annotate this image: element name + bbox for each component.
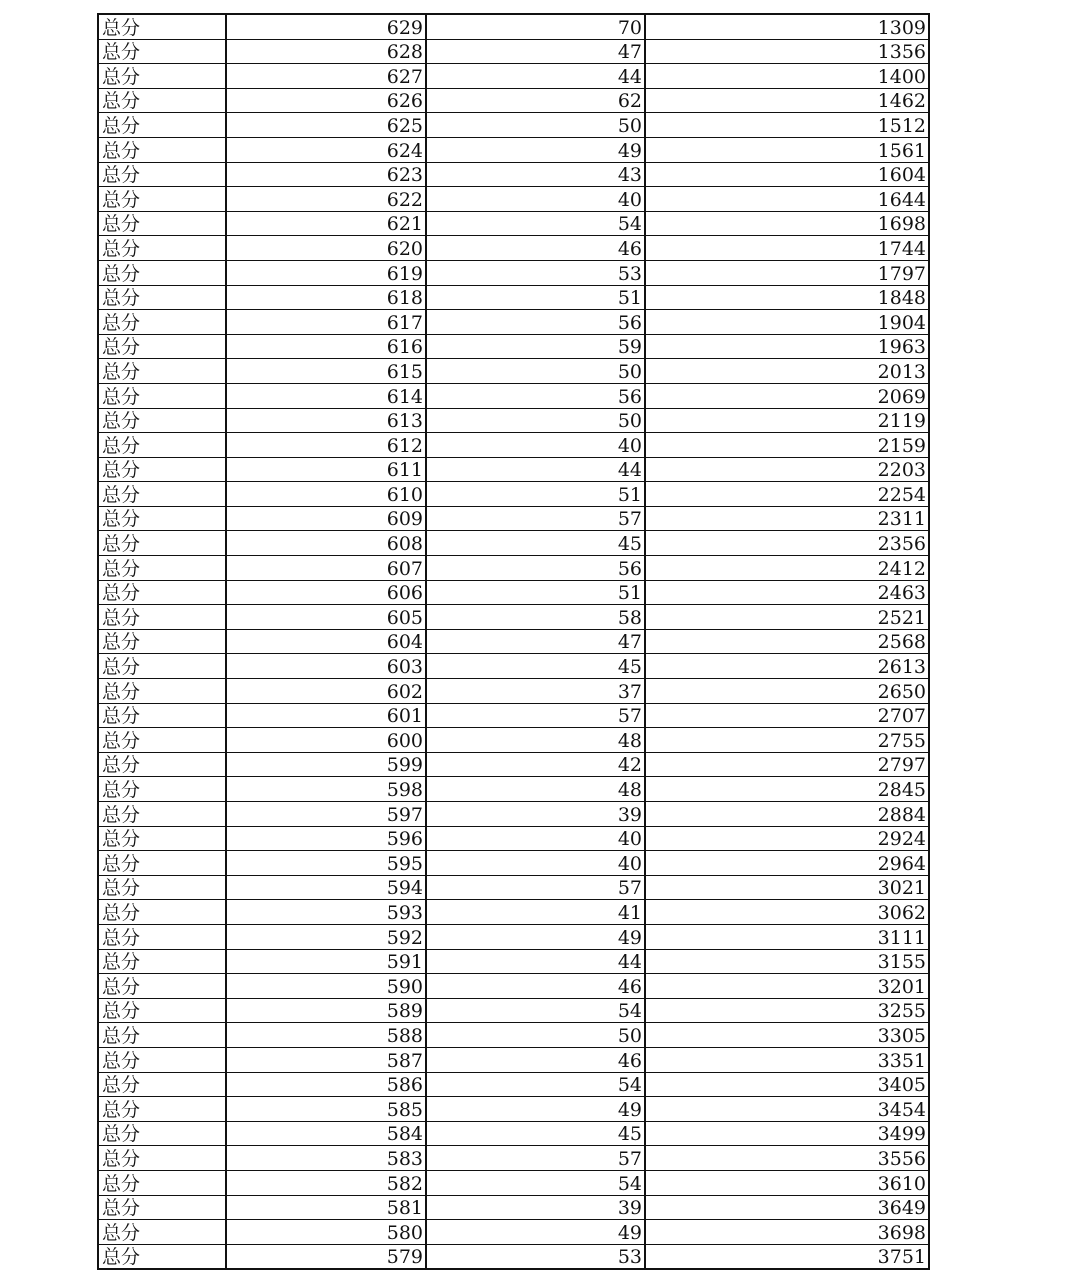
- count-cell: 50: [426, 1023, 645, 1048]
- score-cell: 622: [226, 187, 426, 212]
- cumulative-count-cell: 3111: [645, 924, 929, 949]
- cumulative-count-cell: 3499: [645, 1121, 929, 1146]
- subject-label-cell: 总分: [98, 556, 226, 581]
- cumulative-count-cell: 2412: [645, 556, 929, 581]
- score-cell: 616: [226, 334, 426, 359]
- score-cell: 582: [226, 1170, 426, 1195]
- count-cell: 57: [426, 1146, 645, 1171]
- score-cell: 594: [226, 875, 426, 900]
- score-cell: 598: [226, 777, 426, 802]
- subject-label-cell: 总分: [98, 580, 226, 605]
- cumulative-count-cell: 3201: [645, 974, 929, 999]
- subject-label-cell: 总分: [98, 113, 226, 138]
- table-row: [98, 1244, 929, 1269]
- count-cell: 51: [426, 482, 645, 507]
- count-cell: 39: [426, 802, 645, 827]
- table-row: [98, 703, 929, 728]
- cumulative-count-cell: 1512: [645, 113, 929, 138]
- count-cell: 49: [426, 1097, 645, 1122]
- score-cell: 593: [226, 900, 426, 925]
- score-cell: 617: [226, 310, 426, 335]
- subject-label-cell: 总分: [98, 39, 226, 64]
- table-row: [98, 1047, 929, 1072]
- table-row: [98, 383, 929, 408]
- cumulative-count-cell: 2203: [645, 457, 929, 482]
- score-cell: 586: [226, 1072, 426, 1097]
- cumulative-count-cell: 2707: [645, 703, 929, 728]
- score-cell: 600: [226, 728, 426, 753]
- score-cell: 603: [226, 654, 426, 679]
- count-cell: 48: [426, 777, 645, 802]
- subject-label-cell: 总分: [98, 1220, 226, 1245]
- subject-label-cell: 总分: [98, 408, 226, 433]
- table-row: [98, 1072, 929, 1097]
- subject-label-cell: 总分: [98, 703, 226, 728]
- cumulative-count-cell: 2924: [645, 826, 929, 851]
- count-cell: 54: [426, 998, 645, 1023]
- cumulative-count-cell: 2650: [645, 679, 929, 704]
- table-row: [98, 88, 929, 113]
- table-row: [98, 408, 929, 433]
- subject-label-cell: 总分: [98, 1023, 226, 1048]
- cumulative-count-cell: 1400: [645, 64, 929, 89]
- cumulative-count-cell: 3698: [645, 1220, 929, 1245]
- score-cell: 592: [226, 924, 426, 949]
- subject-label-cell: 总分: [98, 679, 226, 704]
- table-row: [98, 777, 929, 802]
- count-cell: 54: [426, 1072, 645, 1097]
- subject-label-cell: 总分: [98, 1047, 226, 1072]
- score-cell: 625: [226, 113, 426, 138]
- cumulative-count-cell: 1797: [645, 260, 929, 285]
- subject-label-cell: 总分: [98, 605, 226, 630]
- subject-label-cell: 总分: [98, 137, 226, 162]
- count-cell: 48: [426, 728, 645, 753]
- score-cell: 620: [226, 236, 426, 261]
- score-cell: 596: [226, 826, 426, 851]
- subject-label-cell: 总分: [98, 310, 226, 335]
- cumulative-count-cell: 2013: [645, 359, 929, 384]
- table-row: [98, 826, 929, 851]
- subject-label-cell: 总分: [98, 187, 226, 212]
- subject-label-cell: 总分: [98, 64, 226, 89]
- subject-label-cell: 总分: [98, 875, 226, 900]
- cumulative-count-cell: 1462: [645, 88, 929, 113]
- table-row: [98, 752, 929, 777]
- table-row: [98, 629, 929, 654]
- subject-label-cell: 总分: [98, 383, 226, 408]
- cumulative-count-cell: 1904: [645, 310, 929, 335]
- score-cell: 595: [226, 851, 426, 876]
- count-cell: 49: [426, 924, 645, 949]
- subject-label-cell: 总分: [98, 506, 226, 531]
- count-cell: 44: [426, 64, 645, 89]
- cumulative-count-cell: 3649: [645, 1195, 929, 1220]
- table-row: [98, 998, 929, 1023]
- subject-label-cell: 总分: [98, 236, 226, 261]
- score-cell: 612: [226, 433, 426, 458]
- subject-label-cell: 总分: [98, 728, 226, 753]
- count-cell: 45: [426, 1121, 645, 1146]
- score-cell: 619: [226, 260, 426, 285]
- table-row: [98, 506, 929, 531]
- count-cell: 37: [426, 679, 645, 704]
- score-cell: 597: [226, 802, 426, 827]
- cumulative-count-cell: 3062: [645, 900, 929, 925]
- table-row: [98, 556, 929, 581]
- subject-label-cell: 总分: [98, 531, 226, 556]
- count-cell: 57: [426, 875, 645, 900]
- table-row: [98, 334, 929, 359]
- table-row: [98, 802, 929, 827]
- table-row: [98, 875, 929, 900]
- count-cell: 46: [426, 974, 645, 999]
- count-cell: 49: [426, 1220, 645, 1245]
- subject-label-cell: 总分: [98, 482, 226, 507]
- table-row: [98, 1023, 929, 1048]
- count-cell: 44: [426, 457, 645, 482]
- subject-label-cell: 总分: [98, 974, 226, 999]
- subject-label-cell: 总分: [98, 260, 226, 285]
- subject-label-cell: 总分: [98, 629, 226, 654]
- subject-label-cell: 总分: [98, 802, 226, 827]
- table-row: [98, 211, 929, 236]
- cumulative-count-cell: 1644: [645, 187, 929, 212]
- score-cell: 580: [226, 1220, 426, 1245]
- cumulative-count-cell: 3751: [645, 1244, 929, 1269]
- subject-label-cell: 总分: [98, 1170, 226, 1195]
- count-cell: 40: [426, 826, 645, 851]
- count-cell: 44: [426, 949, 645, 974]
- subject-label-cell: 总分: [98, 1072, 226, 1097]
- score-cell: 602: [226, 679, 426, 704]
- score-cell: 615: [226, 359, 426, 384]
- cumulative-count-cell: 1604: [645, 162, 929, 187]
- cumulative-count-cell: 2069: [645, 383, 929, 408]
- cumulative-count-cell: 1356: [645, 39, 929, 64]
- table-row: [98, 433, 929, 458]
- cumulative-count-cell: 3610: [645, 1170, 929, 1195]
- cumulative-count-cell: 2119: [645, 408, 929, 433]
- score-cell: 627: [226, 64, 426, 89]
- score-cell: 607: [226, 556, 426, 581]
- score-cell: 618: [226, 285, 426, 310]
- score-cell: 584: [226, 1121, 426, 1146]
- cumulative-count-cell: 2356: [645, 531, 929, 556]
- table-row: [98, 285, 929, 310]
- subject-label-cell: 总分: [98, 826, 226, 851]
- count-cell: 62: [426, 88, 645, 113]
- score-cell: 624: [226, 137, 426, 162]
- cumulative-count-cell: 3405: [645, 1072, 929, 1097]
- count-cell: 50: [426, 113, 645, 138]
- subject-label-cell: 总分: [98, 998, 226, 1023]
- score-cell: 614: [226, 383, 426, 408]
- subject-label-cell: 总分: [98, 457, 226, 482]
- cumulative-count-cell: 3255: [645, 998, 929, 1023]
- cumulative-count-cell: 2311: [645, 506, 929, 531]
- count-cell: 56: [426, 383, 645, 408]
- cumulative-count-cell: 3556: [645, 1146, 929, 1171]
- table-row: [98, 1220, 929, 1245]
- score-table-body: [98, 14, 929, 1269]
- count-cell: 51: [426, 285, 645, 310]
- subject-label-cell: 总分: [98, 359, 226, 384]
- table-row: [98, 654, 929, 679]
- table-row: [98, 162, 929, 187]
- count-cell: 40: [426, 433, 645, 458]
- count-cell: 59: [426, 334, 645, 359]
- subject-label-cell: 总分: [98, 14, 226, 39]
- cumulative-count-cell: 1848: [645, 285, 929, 310]
- score-distribution-table: [97, 13, 930, 1270]
- score-cell: 585: [226, 1097, 426, 1122]
- subject-label-cell: 总分: [98, 654, 226, 679]
- subject-label-cell: 总分: [98, 433, 226, 458]
- cumulative-count-cell: 3155: [645, 949, 929, 974]
- cumulative-count-cell: 2521: [645, 605, 929, 630]
- cumulative-count-cell: 2159: [645, 433, 929, 458]
- count-cell: 43: [426, 162, 645, 187]
- score-cell: 591: [226, 949, 426, 974]
- score-cell: 629: [226, 14, 426, 39]
- score-cell: 581: [226, 1195, 426, 1220]
- table-row: [98, 113, 929, 138]
- cumulative-count-cell: 2568: [645, 629, 929, 654]
- score-cell: 605: [226, 605, 426, 630]
- cumulative-count-cell: 1561: [645, 137, 929, 162]
- subject-label-cell: 总分: [98, 949, 226, 974]
- count-cell: 49: [426, 137, 645, 162]
- count-cell: 46: [426, 236, 645, 261]
- count-cell: 39: [426, 1195, 645, 1220]
- score-cell: 588: [226, 1023, 426, 1048]
- subject-label-cell: 总分: [98, 851, 226, 876]
- subject-label-cell: 总分: [98, 211, 226, 236]
- count-cell: 45: [426, 654, 645, 679]
- cumulative-count-cell: 2755: [645, 728, 929, 753]
- table-row: [98, 1170, 929, 1195]
- subject-label-cell: 总分: [98, 777, 226, 802]
- subject-label-cell: 总分: [98, 900, 226, 925]
- score-cell: 613: [226, 408, 426, 433]
- count-cell: 50: [426, 408, 645, 433]
- subject-label-cell: 总分: [98, 162, 226, 187]
- table-row: [98, 260, 929, 285]
- count-cell: 47: [426, 629, 645, 654]
- table-row: [98, 482, 929, 507]
- table-row: [98, 605, 929, 630]
- table-row: [98, 359, 929, 384]
- table-row: [98, 187, 929, 212]
- table-row: [98, 580, 929, 605]
- subject-label-cell: 总分: [98, 88, 226, 113]
- count-cell: 47: [426, 39, 645, 64]
- table-row: [98, 1195, 929, 1220]
- table-row: [98, 14, 929, 39]
- cumulative-count-cell: 2613: [645, 654, 929, 679]
- subject-label-cell: 总分: [98, 1097, 226, 1122]
- table-row: [98, 1121, 929, 1146]
- table-row: [98, 137, 929, 162]
- count-cell: 57: [426, 506, 645, 531]
- subject-label-cell: 总分: [98, 1195, 226, 1220]
- count-cell: 70: [426, 14, 645, 39]
- score-cell: 587: [226, 1047, 426, 1072]
- count-cell: 45: [426, 531, 645, 556]
- score-cell: 601: [226, 703, 426, 728]
- table-row: [98, 728, 929, 753]
- table-row: [98, 851, 929, 876]
- cumulative-count-cell: 1963: [645, 334, 929, 359]
- count-cell: 50: [426, 359, 645, 384]
- count-cell: 56: [426, 556, 645, 581]
- cumulative-count-cell: 2884: [645, 802, 929, 827]
- subject-label-cell: 总分: [98, 334, 226, 359]
- count-cell: 51: [426, 580, 645, 605]
- table-row: [98, 310, 929, 335]
- cumulative-count-cell: 2845: [645, 777, 929, 802]
- table-row: [98, 900, 929, 925]
- table-row: [98, 64, 929, 89]
- count-cell: 41: [426, 900, 645, 925]
- score-cell: 604: [226, 629, 426, 654]
- score-cell: 626: [226, 88, 426, 113]
- count-cell: 40: [426, 187, 645, 212]
- table-row: [98, 531, 929, 556]
- table-row: [98, 679, 929, 704]
- score-cell: 579: [226, 1244, 426, 1269]
- count-cell: 46: [426, 1047, 645, 1072]
- count-cell: 53: [426, 1244, 645, 1269]
- subject-label-cell: 总分: [98, 1121, 226, 1146]
- count-cell: 40: [426, 851, 645, 876]
- subject-label-cell: 总分: [98, 752, 226, 777]
- score-cell: 590: [226, 974, 426, 999]
- count-cell: 53: [426, 260, 645, 285]
- count-cell: 54: [426, 1170, 645, 1195]
- table-row: [98, 39, 929, 64]
- cumulative-count-cell: 1309: [645, 14, 929, 39]
- subject-label-cell: 总分: [98, 285, 226, 310]
- cumulative-count-cell: 2254: [645, 482, 929, 507]
- cumulative-count-cell: 2463: [645, 580, 929, 605]
- score-cell: 608: [226, 531, 426, 556]
- score-cell: 606: [226, 580, 426, 605]
- cumulative-count-cell: 3351: [645, 1047, 929, 1072]
- cumulative-count-cell: 2964: [645, 851, 929, 876]
- score-cell: 623: [226, 162, 426, 187]
- count-cell: 57: [426, 703, 645, 728]
- score-cell: 589: [226, 998, 426, 1023]
- count-cell: 56: [426, 310, 645, 335]
- subject-label-cell: 总分: [98, 1244, 226, 1269]
- cumulative-count-cell: 3021: [645, 875, 929, 900]
- table-row: [98, 457, 929, 482]
- table-row: [98, 1146, 929, 1171]
- cumulative-count-cell: 3454: [645, 1097, 929, 1122]
- count-cell: 58: [426, 605, 645, 630]
- cumulative-count-cell: 1744: [645, 236, 929, 261]
- table-row: [98, 924, 929, 949]
- cumulative-count-cell: 2797: [645, 752, 929, 777]
- score-cell: 610: [226, 482, 426, 507]
- subject-label-cell: 总分: [98, 1146, 226, 1171]
- table-row: [98, 974, 929, 999]
- table-row: [98, 949, 929, 974]
- score-cell: 599: [226, 752, 426, 777]
- count-cell: 54: [426, 211, 645, 236]
- score-cell: 583: [226, 1146, 426, 1171]
- table-row: [98, 236, 929, 261]
- score-cell: 611: [226, 457, 426, 482]
- score-cell: 628: [226, 39, 426, 64]
- count-cell: 42: [426, 752, 645, 777]
- cumulative-count-cell: 1698: [645, 211, 929, 236]
- score-cell: 621: [226, 211, 426, 236]
- table-row: [98, 1097, 929, 1122]
- subject-label-cell: 总分: [98, 924, 226, 949]
- cumulative-count-cell: 3305: [645, 1023, 929, 1048]
- score-cell: 609: [226, 506, 426, 531]
